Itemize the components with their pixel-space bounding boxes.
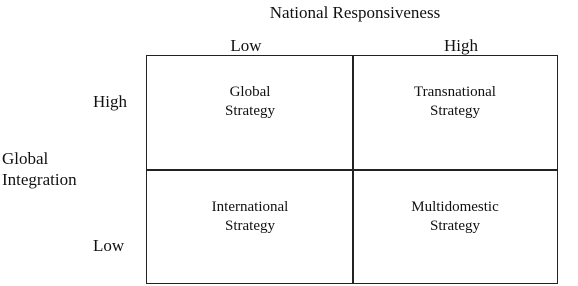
axis-title-line-2: Integration (2, 170, 77, 189)
quadrant-line-1: Multidomestic (411, 199, 499, 215)
column-label-high: High (444, 36, 478, 55)
matrix-horizontal-divider (147, 169, 557, 171)
quadrant-line-2: Strategy (225, 103, 275, 119)
axis-title-line-1: Global (2, 149, 49, 168)
row-label-low: Low (93, 236, 125, 255)
quadrant-line-1: International (211, 199, 289, 215)
quadrant-global-strategy (147, 83, 353, 121)
row-label-high: High (93, 92, 127, 111)
quadrant-line-2: Strategy (430, 103, 480, 119)
quadrant-international-strategy (147, 198, 353, 236)
national-responsiveness-axis-title: National Responsiveness (269, 3, 441, 22)
quadrant-multidomestic-strategy (352, 198, 558, 236)
quadrant-line-2: Strategy (225, 218, 275, 234)
quadrant-line-1: Global (229, 84, 271, 100)
column-label-low: Low (230, 36, 262, 55)
strategy-matrix (146, 55, 558, 284)
quadrant-line-1: Transnational (414, 84, 496, 100)
global-integration-axis-title (2, 148, 77, 190)
quadrant-line-2: Strategy (430, 218, 480, 234)
quadrant-transnational-strategy (352, 83, 558, 121)
